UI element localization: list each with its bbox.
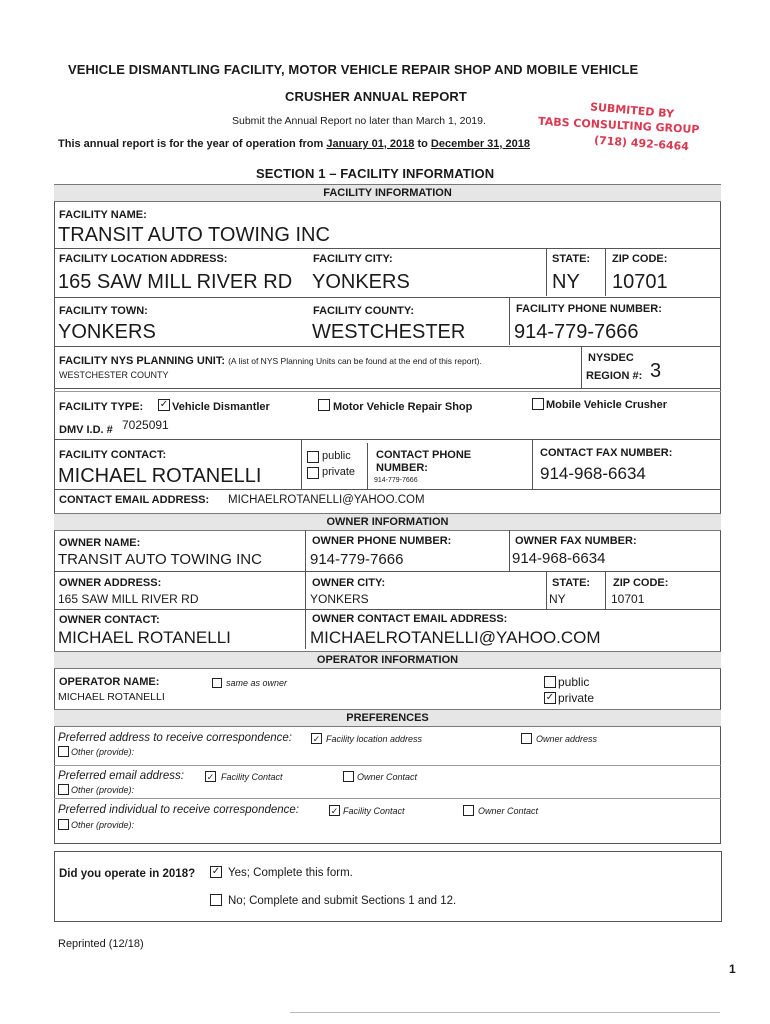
pref-individual-question: Preferred individual to receive correspondence:	[58, 804, 299, 816]
operator-name-label: OPERATOR NAME:	[59, 676, 160, 688]
pref-address-other-label: Other (provide):	[71, 747, 135, 757]
contact-public-checkbox[interactable]	[307, 451, 319, 463]
owner-fax-value[interactable]: 914-968-6634	[512, 550, 606, 567]
city-value[interactable]: YONKERS	[312, 271, 410, 293]
period-end: December 31, 2018	[430, 138, 530, 150]
facility-info-bar: FACILITY INFORMATION	[54, 184, 721, 202]
owner-city-label: OWNER CITY:	[312, 577, 386, 589]
pref-individual-owner-checkbox[interactable]	[463, 805, 474, 816]
pref-individual-other-checkbox[interactable]	[58, 819, 69, 830]
owner-name-label: OWNER NAME:	[59, 537, 141, 549]
pref-address-owner-label: Owner address	[536, 734, 598, 744]
facility-name-value[interactable]: TRANSIT AUTO TOWING INC	[58, 224, 330, 246]
pref-email-other-label: Other (provide):	[71, 785, 135, 795]
state-label: STATE:	[552, 253, 591, 265]
pref-address-question: Preferred address to receive correspondence:	[58, 732, 292, 744]
operate-yes-label: Yes; Complete this form.	[228, 867, 353, 879]
facility-type-label: FACILITY TYPE:	[59, 401, 144, 413]
contact-email-label: CONTACT EMAIL ADDRESS:	[59, 494, 210, 506]
type-repair-checkbox[interactable]	[318, 399, 330, 411]
pref-email-facility-label: Facility Contact	[221, 772, 283, 782]
pref-individual-facility-checkbox[interactable]: ✓	[330, 806, 339, 816]
facility-contact-value[interactable]: MICHAEL ROTANELLI	[58, 465, 262, 487]
contact-private-label: private	[322, 466, 356, 478]
period-to: to	[417, 138, 428, 150]
type-dismantler-label: Vehicle Dismantler	[172, 401, 270, 413]
owner-info-bar: OWNER INFORMATION	[54, 513, 721, 531]
county-value[interactable]: WESTCHESTER	[312, 321, 466, 343]
facility-name-label: FACILITY NAME:	[59, 209, 147, 221]
facility-contact-label: FACILITY CONTACT:	[59, 449, 167, 461]
planning-unit-note: (A list of NYS Planning Units can be found at the end of this report).	[228, 356, 482, 366]
same-as-owner-label: same as owner	[226, 678, 288, 688]
owner-address-label: OWNER ADDRESS:	[59, 577, 162, 589]
owner-address-value[interactable]: 165 SAW MILL RIVER RD	[58, 592, 199, 606]
facility-phone-label: FACILITY PHONE NUMBER:	[516, 303, 662, 315]
operate-yes-checkbox[interactable]: ✓	[211, 866, 221, 877]
period-prefix: This annual report is for the year of operation from	[58, 138, 324, 150]
city-label: FACILITY CITY:	[313, 253, 393, 265]
pref-individual-other-label: Other (provide):	[71, 820, 135, 830]
contact-phone-value[interactable]: 914-779-7666	[374, 477, 418, 484]
report-title-line2: CRUSHER ANNUAL REPORT	[285, 89, 467, 104]
same-as-owner-checkbox[interactable]	[212, 678, 222, 688]
operator-info-bar: OPERATOR INFORMATION	[54, 651, 721, 669]
operator-name-value[interactable]: MICHAEL ROTANELLI	[58, 691, 165, 703]
pref-individual-facility-label: Facility Contact	[343, 806, 405, 816]
nysdec-label-line1: NYSDEC	[588, 352, 634, 364]
submitted-stamp-line2: TABS CONSULTING GROUP	[537, 114, 700, 137]
facility-phone-value[interactable]: 914-779-7666	[514, 321, 639, 343]
pref-email-owner-label: Owner Contact	[357, 772, 418, 782]
type-crusher-label: Mobile Vehicle Crusher	[546, 399, 668, 411]
type-dismantler-checkbox[interactable]: ✓	[159, 399, 169, 410]
owner-email-value[interactable]: MICHAELROTANELLI@YAHOO.COM	[310, 628, 601, 647]
operate-box	[54, 851, 722, 922]
planning-unit-label-text: FACILITY NYS PLANNING UNIT:	[59, 355, 226, 367]
owner-zip-label: ZIP CODE:	[613, 577, 669, 589]
operator-private-checkbox[interactable]: ✓	[545, 692, 555, 703]
dmv-id-label: DMV I.D. #	[59, 424, 113, 436]
zip-value[interactable]: 10701	[612, 271, 668, 293]
owner-phone-label: OWNER PHONE NUMBER:	[312, 535, 452, 547]
pref-email-other-checkbox[interactable]	[58, 784, 69, 795]
reprinted-date: Reprinted (12/18)	[58, 938, 144, 950]
owner-fax-label: OWNER FAX NUMBER:	[515, 535, 637, 547]
nysdec-label-line2: REGION #:	[586, 370, 643, 382]
town-value[interactable]: YONKERS	[58, 321, 156, 343]
owner-state-label: STATE:	[552, 577, 591, 589]
submitted-stamp-line3: (718) 492-6464	[593, 133, 690, 154]
contact-public-label: public	[322, 450, 351, 462]
contact-phone-label-line2: NUMBER:	[376, 462, 428, 474]
contact-fax-value[interactable]: 914-968-6634	[540, 464, 646, 483]
contact-email-value[interactable]: MICHAELROTANELLI@YAHOO.COM	[228, 494, 425, 506]
submit-deadline: Submit the Annual Report no later than March 1, 2019.	[232, 115, 486, 127]
owner-phone-value[interactable]: 914-779-7666	[310, 551, 404, 568]
reporting-period	[58, 138, 530, 150]
dmv-id-value[interactable]: 7025091	[122, 418, 169, 432]
contact-private-checkbox[interactable]	[307, 467, 319, 479]
period-start: January 01, 2018	[326, 138, 415, 150]
pref-address-owner-checkbox[interactable]	[521, 733, 532, 744]
operate-no-label: No; Complete and submit Sections 1 and 12.	[228, 895, 457, 907]
preferences-bar: PREFERENCES	[54, 709, 721, 727]
owner-zip-value[interactable]: 10701	[611, 592, 645, 606]
pref-address-other-checkbox[interactable]	[58, 746, 69, 757]
owner-city-value[interactable]: YONKERS	[310, 592, 369, 606]
planning-unit-label	[59, 355, 482, 367]
pref-address-facility-checkbox[interactable]: ✓	[312, 734, 321, 744]
zip-label: ZIP CODE:	[612, 253, 668, 265]
owner-email-label: OWNER CONTACT EMAIL ADDRESS:	[312, 613, 508, 625]
owner-name-value[interactable]: TRANSIT AUTO TOWING INC	[58, 551, 262, 568]
type-crusher-checkbox[interactable]	[532, 398, 544, 410]
owner-contact-label: OWNER CONTACT:	[59, 614, 160, 626]
operator-public-checkbox[interactable]	[544, 676, 556, 688]
section-title: SECTION 1 – FACILITY INFORMATION	[256, 166, 495, 181]
planning-unit-value[interactable]: WESTCHESTER COUNTY	[59, 370, 169, 380]
pref-email-facility-checkbox[interactable]: ✓	[206, 772, 215, 782]
operator-public-label: public	[558, 675, 590, 689]
state-value[interactable]: NY	[552, 271, 580, 293]
pref-email-owner-checkbox[interactable]	[343, 771, 354, 782]
submitted-stamp-line1: SUBMITED BY	[589, 100, 675, 121]
contact-phone-label-line1: CONTACT PHONE	[376, 449, 472, 461]
town-label: FACILITY TOWN:	[59, 305, 148, 317]
type-repair-label: Motor Vehicle Repair Shop	[333, 401, 473, 413]
pref-individual-owner-label: Owner Contact	[478, 806, 539, 816]
operate-question: Did you operate in 2018?	[59, 868, 196, 880]
owner-contact-value[interactable]: MICHAEL ROTANELLI	[58, 628, 231, 647]
report-title-line1: VEHICLE DISMANTLING FACILITY, MOTOR VEHICLE REPAIR SHOP AND MOBILE VEHICLE	[68, 62, 639, 77]
pref-email-question: Preferred email address:	[58, 770, 184, 782]
location-label: FACILITY LOCATION ADDRESS:	[59, 253, 228, 265]
county-label: FACILITY COUNTY:	[313, 305, 415, 317]
owner-state-value[interactable]: NY	[549, 592, 566, 606]
operator-private-label: private	[558, 691, 595, 705]
operate-no-checkbox[interactable]	[210, 894, 222, 906]
page-number: 1	[729, 962, 736, 976]
location-value[interactable]: 165 SAW MILL RIVER RD	[58, 271, 293, 293]
contact-fax-label: CONTACT FAX NUMBER:	[540, 447, 673, 459]
nysdec-region-value[interactable]: 3	[650, 360, 662, 382]
pref-address-facility-label: Facility location address	[326, 734, 423, 744]
